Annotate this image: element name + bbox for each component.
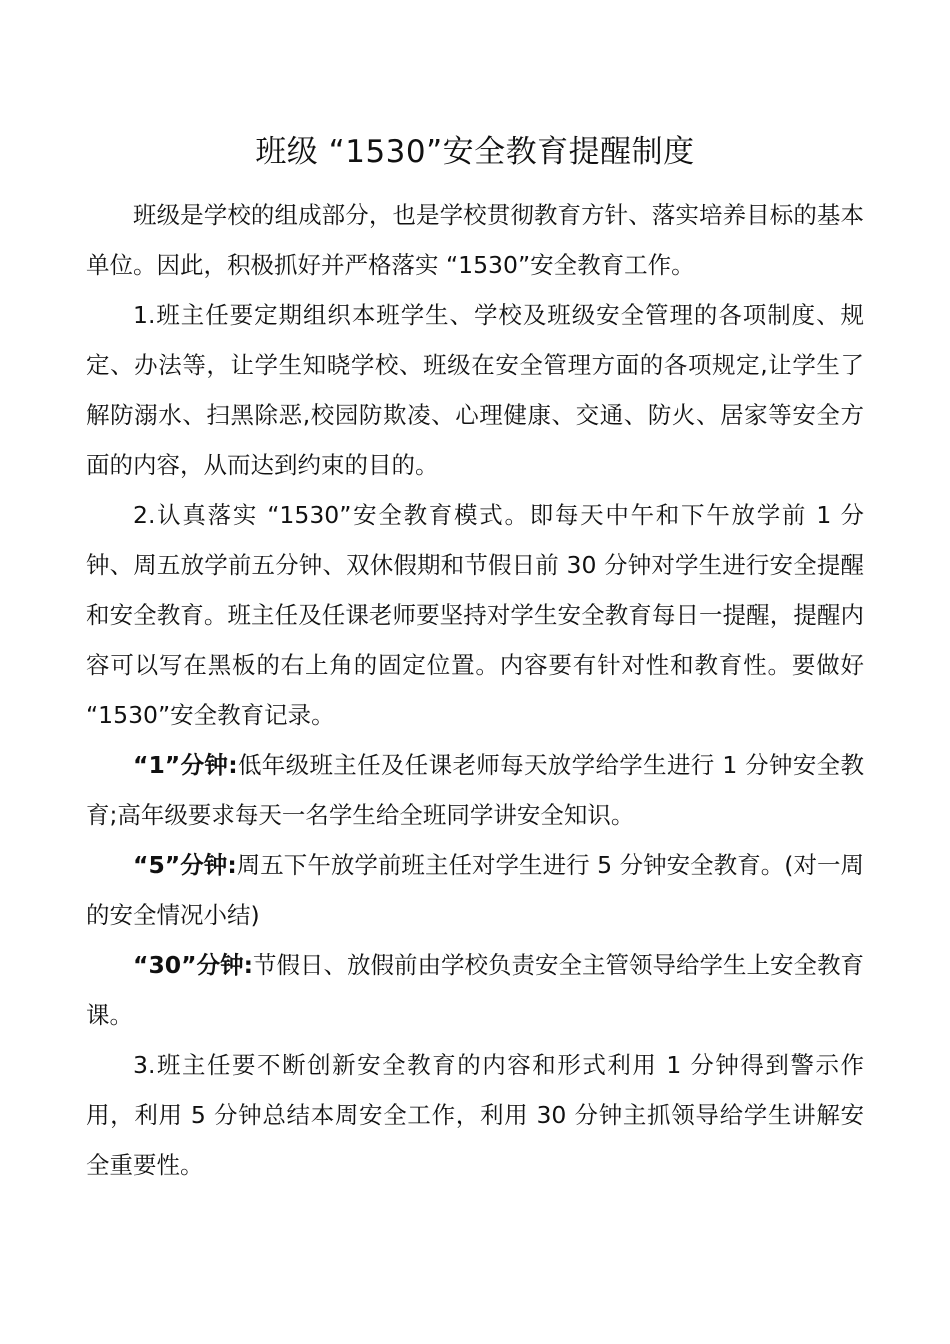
one-minute-text: 低年级班主任及任课老师每天放学给学生进行 1 分钟安全教育;高年级要求每天一名学生给全班同学讲安全知识。 (86, 751, 865, 829)
one-minute-paragraph (86, 740, 864, 840)
document-body (86, 190, 864, 1190)
thirty-minute-label: “30”分钟: (133, 951, 253, 979)
item-1-paragraph: 1.班主任要定期组织本班学生、学校及班级安全管理的各项制度、规定、办法等，让学生知晓学校、班级在安全管理方面的各项规定,让学生了解防溺水、扫黑除恶,校园防欺凌、心理健康、交通、防火、居家等安全方面的内容，从而达到约束的目的。 (86, 301, 864, 479)
document-title: 班级 “1530”安全教育提醒制度 (255, 134, 695, 170)
five-minute-label: “5”分钟: (133, 851, 237, 879)
item-3-paragraph: 3.班主任要不断创新安全教育的内容和形式利用 1 分钟得到警示作用，利用 5 分钟总结本周安全工作，利用 30 分钟主抓领导给学生讲解安全重要性。 (86, 1051, 864, 1179)
five-minute-text: 周五下午放学前班主任对学生进行 5 分钟安全教育。(对一周的安全情况小结) (86, 851, 864, 929)
one-minute-label: “1”分钟: (133, 751, 238, 779)
thirty-minute-paragraph (86, 940, 864, 1040)
item-2-paragraph: 2.认真落实 “1530”安全教育模式。即每天中午和下午放学前 1 分钟、周五放学前五分钟、双休假期和节假日前 30 分钟对学生进行安全提醒和安全教育。班主任及任课老师要坚持对学生安全教育每日一提醒，提醒内容可以写在黑板的右上角的固定位置。内容要有针对性和教育性。要做好 “1530”安全教育记录。 (86, 501, 864, 729)
intro-paragraph: 班级是学校的组成部分，也是学校贯彻教育方针、落实培养目标的基本单位。因此，积极抓好并严格落实 “1530”安全教育工作。 (86, 201, 864, 279)
thirty-minute-text: 节假日、放假前由学校负责安全主管领导给学生上安全教育课。 (86, 951, 864, 1029)
five-minute-paragraph (86, 840, 864, 940)
